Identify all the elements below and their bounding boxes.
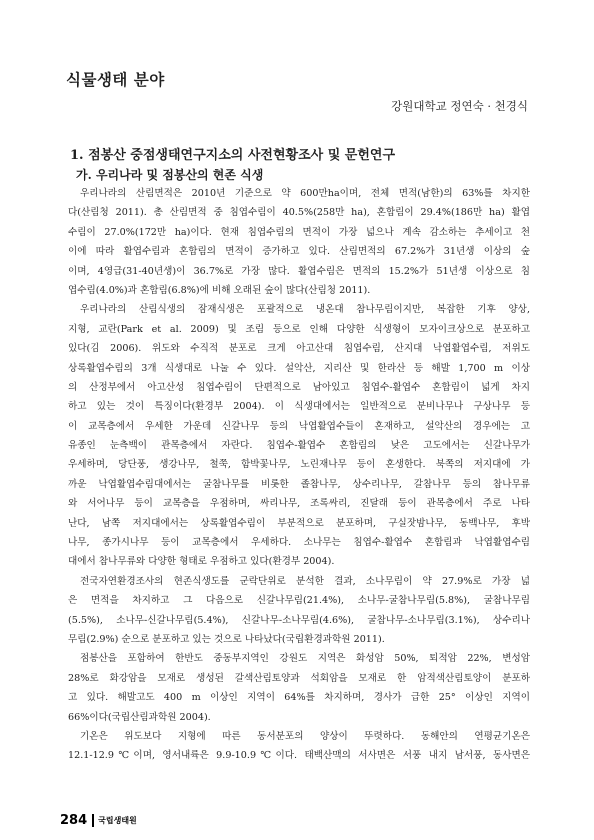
text-line: 의 산정부에서 아고산성 침엽수림이 단편적으로 남아있고 침엽수-활엽수 혼합림이 넓게 차지 xyxy=(68,381,530,393)
text-line: 이에 따라 활엽수림과 혼합림의 면적이 증가하고 있다. 산림면적의 67.2%가 31년생 이상의 숲 xyxy=(68,246,530,258)
text-line: 우세하며, 당단풍, 생강나무, 철쭉, 함박꽃나무, 노린재나무 등이 혼생한다. 북쪽의 저지대에 가 xyxy=(68,459,530,471)
section-title: 식물생태 분야 xyxy=(66,71,165,89)
text-line: 하고 있는 것이 특징이다(환경부 2004). 이 식생대에서는 일반적으로 분비나무나 구상나무 등 xyxy=(68,401,530,413)
text-line: 이며, 4영급(31-40년생)이 36.7%로 가장 많다. 활엽수림은 면적의 15.2%가 51년생 이상으로 침 xyxy=(68,265,530,277)
text-line: 지형, 교란(Park et al. 2009) 및 조림 등으로 인해 다양한 식생형이 모자이크상으로 분포하고 xyxy=(68,323,530,335)
text-line: 다(산림청 2011). 총 산림면적 중 침엽수림이 40.5%(258만 ha), 혼합림이 29.4%(186만 ha) 활엽 xyxy=(68,207,530,219)
text-line: 은 면적을 차지하고 그 다음으로 신갈나무림(21.4%), 소나무-굴참나무림(5.8%), 굴참나무림 xyxy=(68,595,530,607)
heading-1: 1. 점봉산 중점생태연구지소의 사전현황조사 및 문헌연구 xyxy=(70,148,396,163)
text-line: 우리나라의 산림면적은 2010년 기준으로 약 600만ha이며, 전체 면적(남한)의 63%를 차지한 xyxy=(80,188,530,199)
text-line: 66%이다(국립산림과학원 2004). xyxy=(68,711,211,723)
text-line: 엽수림(4.0%)과 혼합림(6.8%)에 비해 오래된 숲이 많다(산림청 2011). xyxy=(68,284,371,296)
text-line: 와 서어나무 등이 교목층을 우점하며, 싸리나무, 조록싸리, 진달래 등이 관목층에서 주로 나타 xyxy=(68,498,530,510)
text-line: 전국자연환경조사의 현존식생도를 군락단위로 분석한 결과, 소나무림이 약 27.9%로 가장 넓 xyxy=(80,575,530,587)
page-footer xyxy=(60,810,137,830)
text-line: 수림이 27.0%(172만 ha)이다. 현재 침엽수림의 면적이 가장 넓으나 계속 감소하는 추세이고 천 xyxy=(68,226,530,238)
text-line: 무림(2.9%) 순으로 분포하고 있는 것으로 나타났다(국립환경과학원 2011). xyxy=(68,633,385,645)
text-line: 고 있다. 해발고도 400 m 이상인 지역이 64%를 차지하며, 경사가 급한 25° 이상인 지역이 xyxy=(68,692,530,704)
text-line: 기온은 위도보다 지형에 따른 동서분포의 양상이 뚜렷하다. 동해안의 연평균기온은 xyxy=(80,730,530,742)
text-line: 점봉산을 포함하여 한반도 중동부지역인 강원도 지역은 화성암 50%, 퇴적암 22%, 변성암 xyxy=(80,653,530,665)
body-text xyxy=(68,184,530,766)
text-line: 우리나라의 산림식생의 잠재식생은 포괄적으로 냉온대 참나무림이지만, 복잡한 기후 양상, xyxy=(80,304,530,316)
page-number: 284 xyxy=(60,812,88,828)
text-line: 상록활엽수림의 3개 식생대로 나눌 수 있다. 설악산, 지리산 및 한라산 등 해발 1,700 m 이상 xyxy=(68,362,530,374)
text-line: 난다, 남쪽 저지대에서는 상록활엽수림이 부분적으로 분포하며, 구실잣밤나무, 동백나무, 후박 xyxy=(68,517,530,529)
text-line: (5.5%), 소나무-신갈나무림(5.4%), 신갈나무-소나무림(4.6%), 굴참나무-소나무림(3.1%), 상수리나 xyxy=(68,614,530,626)
text-line: 12.1-12.9℃이며, 영서내륙은 9.9-10.9℃이다. 태백산맥의 서사면은 서풍 내지 남서풍, 동사면은 xyxy=(68,750,530,762)
footer-divider xyxy=(92,814,94,827)
text-line: 이 교목층에서 우세한 가운데 신갈나무 등의 낙엽활엽수들이 혼재하고, 설악산의 경우에는 고 xyxy=(68,420,530,432)
publisher-label: 국립생태원 xyxy=(98,815,137,825)
text-line: 까운 낙엽활엽수림대에서는 굴참나무를 비롯한 졸참나무, 상수리나무, 갈참나무 등의 참나무류 xyxy=(68,478,530,490)
text-line: 28%로 화강암을 모재로 생성된 갈색산림토양과 석회암을 모재로 한 암적색산림토양이 분포하 xyxy=(68,672,530,684)
text-line: 유종인 눈측백이 관목층에서 자란다. 침엽수-활엽수 혼합림의 낮은 고도에서는 신갈나무가 xyxy=(68,440,530,452)
text-line: 대에서 참나무류와 다양한 형태로 우점하고 있다(환경부 2004). xyxy=(68,556,335,568)
text-line: 있다(김 2006). 위도와 수직적 분포로 크게 아고산대 침엽수림, 산지대 낙엽활엽수림, 저위도 xyxy=(68,343,530,355)
authors: 강원대학교 정연숙 · 천경식 xyxy=(391,99,528,113)
text-line: 나무, 종가시나무 등이 교목층에서 우세하다. 소나무는 침엽수-활엽수 혼합림과 낙엽활엽수림 xyxy=(68,537,530,549)
heading-2: 가. 우리나라 및 점봉산의 현존 식생 xyxy=(76,168,264,182)
